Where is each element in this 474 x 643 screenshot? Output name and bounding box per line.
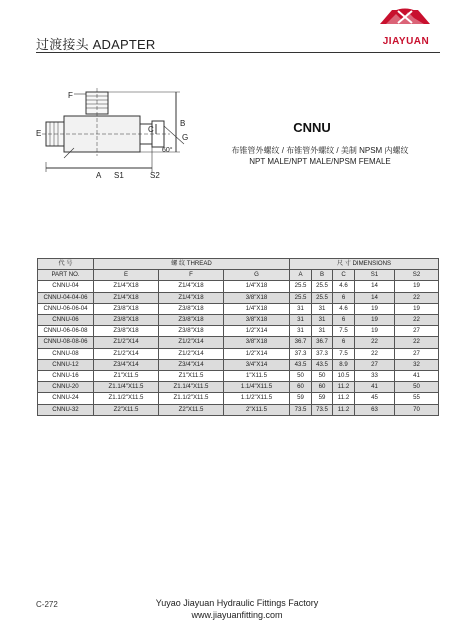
table-cell: 1/4"X18 [224, 281, 290, 292]
table-cell: 70 [395, 404, 439, 415]
table-cell: Z1.1/2"X11.5 [94, 393, 159, 404]
dimensions-header: 尺 寸 DIMENSIONS [290, 259, 439, 270]
table-cell: 10.5 [333, 371, 355, 382]
header-divider [36, 52, 440, 53]
part-number-cell: CNNU-16 [38, 371, 94, 382]
table-cell: 14 [355, 292, 395, 303]
label-e: E [36, 129, 42, 138]
table-cell: 19 [395, 303, 439, 314]
table-cell: 11.2 [333, 382, 355, 393]
table-cell: 8.9 [333, 359, 355, 370]
table-cell: 1.1/4"X11.5 [224, 382, 290, 393]
table-cell: 25.5 [290, 281, 312, 292]
table-cell: Z3/8"X18 [94, 315, 159, 326]
table-cell: 59 [290, 393, 312, 404]
part-number-cell: CNNU-06-06-08 [38, 326, 94, 337]
table-cell: 1"X11.5 [224, 371, 290, 382]
table-row [38, 359, 439, 370]
thread-header: 螺 纹 THREAD [94, 259, 290, 270]
table-cell: 41 [395, 371, 439, 382]
table-cell: 1/2"X14 [224, 326, 290, 337]
table-cell: 22 [395, 292, 439, 303]
column-header-f: F [159, 270, 224, 281]
table-cell: 33 [355, 371, 395, 382]
table-header-row-columns [38, 270, 439, 281]
table-cell: 59 [312, 393, 333, 404]
table-cell: Z1/2"X14 [159, 348, 224, 359]
table-cell: Z1"X11.5 [159, 371, 224, 382]
table-cell: 25.5 [312, 292, 333, 303]
table-cell: 31 [290, 315, 312, 326]
table-cell: 60 [312, 382, 333, 393]
table-cell: 31 [290, 303, 312, 314]
column-header-a: A [290, 270, 312, 281]
table-cell: 31 [312, 326, 333, 337]
table-cell: 19 [355, 303, 395, 314]
table-row [38, 404, 439, 415]
table-cell: Z1"X11.5 [94, 371, 159, 382]
product-code: CNNU [293, 120, 331, 135]
label-b: B [180, 119, 186, 128]
part-number-cell: CNNU-04-04-06 [38, 292, 94, 303]
part-number-cell: CNNU-04 [38, 281, 94, 292]
table-cell: 25.5 [312, 281, 333, 292]
company-name: Yuyao Jiayuan Hydraulic Fittings Factory [155, 598, 319, 608]
table-cell: Z1.1/4"X11.5 [159, 382, 224, 393]
column-header-g: G [224, 270, 290, 281]
table-cell: 22 [395, 315, 439, 326]
part-number-cell: CNNU-06 [38, 315, 94, 326]
table-cell: 3/4"X14 [224, 359, 290, 370]
table-cell: Z2"X11.5 [94, 404, 159, 415]
label-s2: S2 [150, 171, 160, 180]
column-header-s1: S1 [355, 270, 395, 281]
table-cell: 3/8"X18 [224, 292, 290, 303]
table-row [38, 393, 439, 404]
table-cell: Z1/4"X18 [159, 292, 224, 303]
part-number-cell: CNNU-12 [38, 359, 94, 370]
label-a: A [96, 171, 102, 180]
table-cell: Z3/4"X14 [94, 359, 159, 370]
table-cell: 27 [355, 359, 395, 370]
part-number-cell: CNNU-32 [38, 404, 94, 415]
table-cell: 1/2"X14 [224, 348, 290, 359]
label-c: C [148, 125, 154, 134]
part-number-cell: CNNU-06-06-04 [38, 303, 94, 314]
label-s1: S1 [114, 171, 124, 180]
table-row [38, 326, 439, 337]
jiayuan-logo-icon [372, 8, 438, 54]
table-cell: 4.6 [333, 281, 355, 292]
table-cell: 45 [355, 393, 395, 404]
table-cell: 14 [355, 281, 395, 292]
table-cell: Z1/4"X18 [94, 292, 159, 303]
table-cell: Z3/8"X18 [94, 326, 159, 337]
table-cell: 31 [312, 303, 333, 314]
table-cell: 19 [355, 315, 395, 326]
table-cell: 19 [355, 326, 395, 337]
table-cell: 11.2 [333, 393, 355, 404]
table-cell: 36.7 [312, 337, 333, 348]
table-cell: Z3/8"X18 [159, 315, 224, 326]
company-url: www.jiayuanfitting.com [191, 610, 283, 620]
table-cell: 22 [355, 348, 395, 359]
table-row [38, 281, 439, 292]
part-no-header-en: PART NO. [38, 270, 94, 281]
table-body [38, 281, 439, 415]
table-cell: 31 [312, 315, 333, 326]
page-number: C-272 [36, 600, 58, 609]
label-f: F [68, 91, 73, 100]
table-cell: 50 [312, 371, 333, 382]
adapter-technical-drawing [34, 86, 200, 182]
column-header-s2: S2 [395, 270, 439, 281]
table-cell: 22 [355, 337, 395, 348]
table-cell: Z2"X11.5 [159, 404, 224, 415]
table-cell: 55 [395, 393, 439, 404]
table-cell: 36.7 [290, 337, 312, 348]
table-cell: Z1/2"X14 [94, 348, 159, 359]
table-cell: 7.5 [333, 348, 355, 359]
table-cell: Z1.1/4"X11.5 [94, 382, 159, 393]
table-row [38, 382, 439, 393]
label-angle: 60° [162, 147, 173, 154]
table-cell: 3/8"X18 [224, 315, 290, 326]
column-header-b: B [312, 270, 333, 281]
table-row [38, 303, 439, 314]
table-cell: 6 [333, 315, 355, 326]
part-number-cell: CNNU-24 [38, 393, 94, 404]
table-cell: 73.5 [290, 404, 312, 415]
table-cell: Z3/8"X18 [159, 326, 224, 337]
product-description-cn: 布锥管外螺纹 / 布锥管外螺纹 / 美制 NPSM 内螺纹 [231, 146, 409, 155]
column-header-c: C [333, 270, 355, 281]
table-cell: 37.3 [290, 348, 312, 359]
table-cell: 4.6 [333, 303, 355, 314]
part-number-cell: CNNU-20 [38, 382, 94, 393]
table-cell: 50 [290, 371, 312, 382]
label-g: G [182, 133, 189, 142]
table-cell: 37.3 [312, 348, 333, 359]
table-cell: Z1/2"X14 [94, 337, 159, 348]
table-cell: 32 [395, 359, 439, 370]
table-cell: 41 [355, 382, 395, 393]
table-cell: Z3/4"X14 [159, 359, 224, 370]
product-description-en: NPT MALE/NPT MALE/NPSM FEMALE [249, 157, 391, 166]
table-row [38, 337, 439, 348]
table-cell: 3/8"X18 [224, 337, 290, 348]
part-number-cell: CNNU-08-08-06 [38, 337, 94, 348]
column-header-e: E [94, 270, 159, 281]
table-row [38, 315, 439, 326]
table-cell: 43.5 [312, 359, 333, 370]
table-cell: 63 [355, 404, 395, 415]
table-cell: Z3/8"X18 [94, 303, 159, 314]
table-cell: 50 [395, 382, 439, 393]
table-cell: Z3/8"X18 [159, 303, 224, 314]
table-row [38, 371, 439, 382]
table-cell: 2"X11.5 [224, 404, 290, 415]
table-cell: 6 [333, 292, 355, 303]
table-cell: Z1/4"X18 [94, 281, 159, 292]
table-cell: 27 [395, 348, 439, 359]
table-cell: 22 [395, 337, 439, 348]
table-cell: 43.5 [290, 359, 312, 370]
table-header-row-top [38, 259, 439, 270]
table-cell: 1.1/2"X11.5 [224, 393, 290, 404]
table-cell: 25.5 [290, 292, 312, 303]
part-number-cell: CNNU-08 [38, 348, 94, 359]
table-cell: 31 [290, 326, 312, 337]
table-cell: 73.5 [312, 404, 333, 415]
table-cell: 1/4"X18 [224, 303, 290, 314]
table-cell: Z1/2"X14 [159, 337, 224, 348]
table-cell: Z1.1/2"X11.5 [159, 393, 224, 404]
table-cell: 60 [290, 382, 312, 393]
table-cell: 6 [333, 337, 355, 348]
part-no-header-cn: 代 号 [38, 259, 94, 270]
dimensions-table [37, 258, 439, 416]
brand-name: JIAYUAN [382, 36, 430, 47]
table-cell: 7.5 [333, 326, 355, 337]
table-cell: 11.2 [333, 404, 355, 415]
table-cell: 27 [395, 326, 439, 337]
table-cell: Z1/4"X18 [159, 281, 224, 292]
table-row [38, 292, 439, 303]
page-header-title: 过渡接头 ADAPTER [36, 37, 156, 52]
table-cell: 19 [395, 281, 439, 292]
table-row [38, 348, 439, 359]
